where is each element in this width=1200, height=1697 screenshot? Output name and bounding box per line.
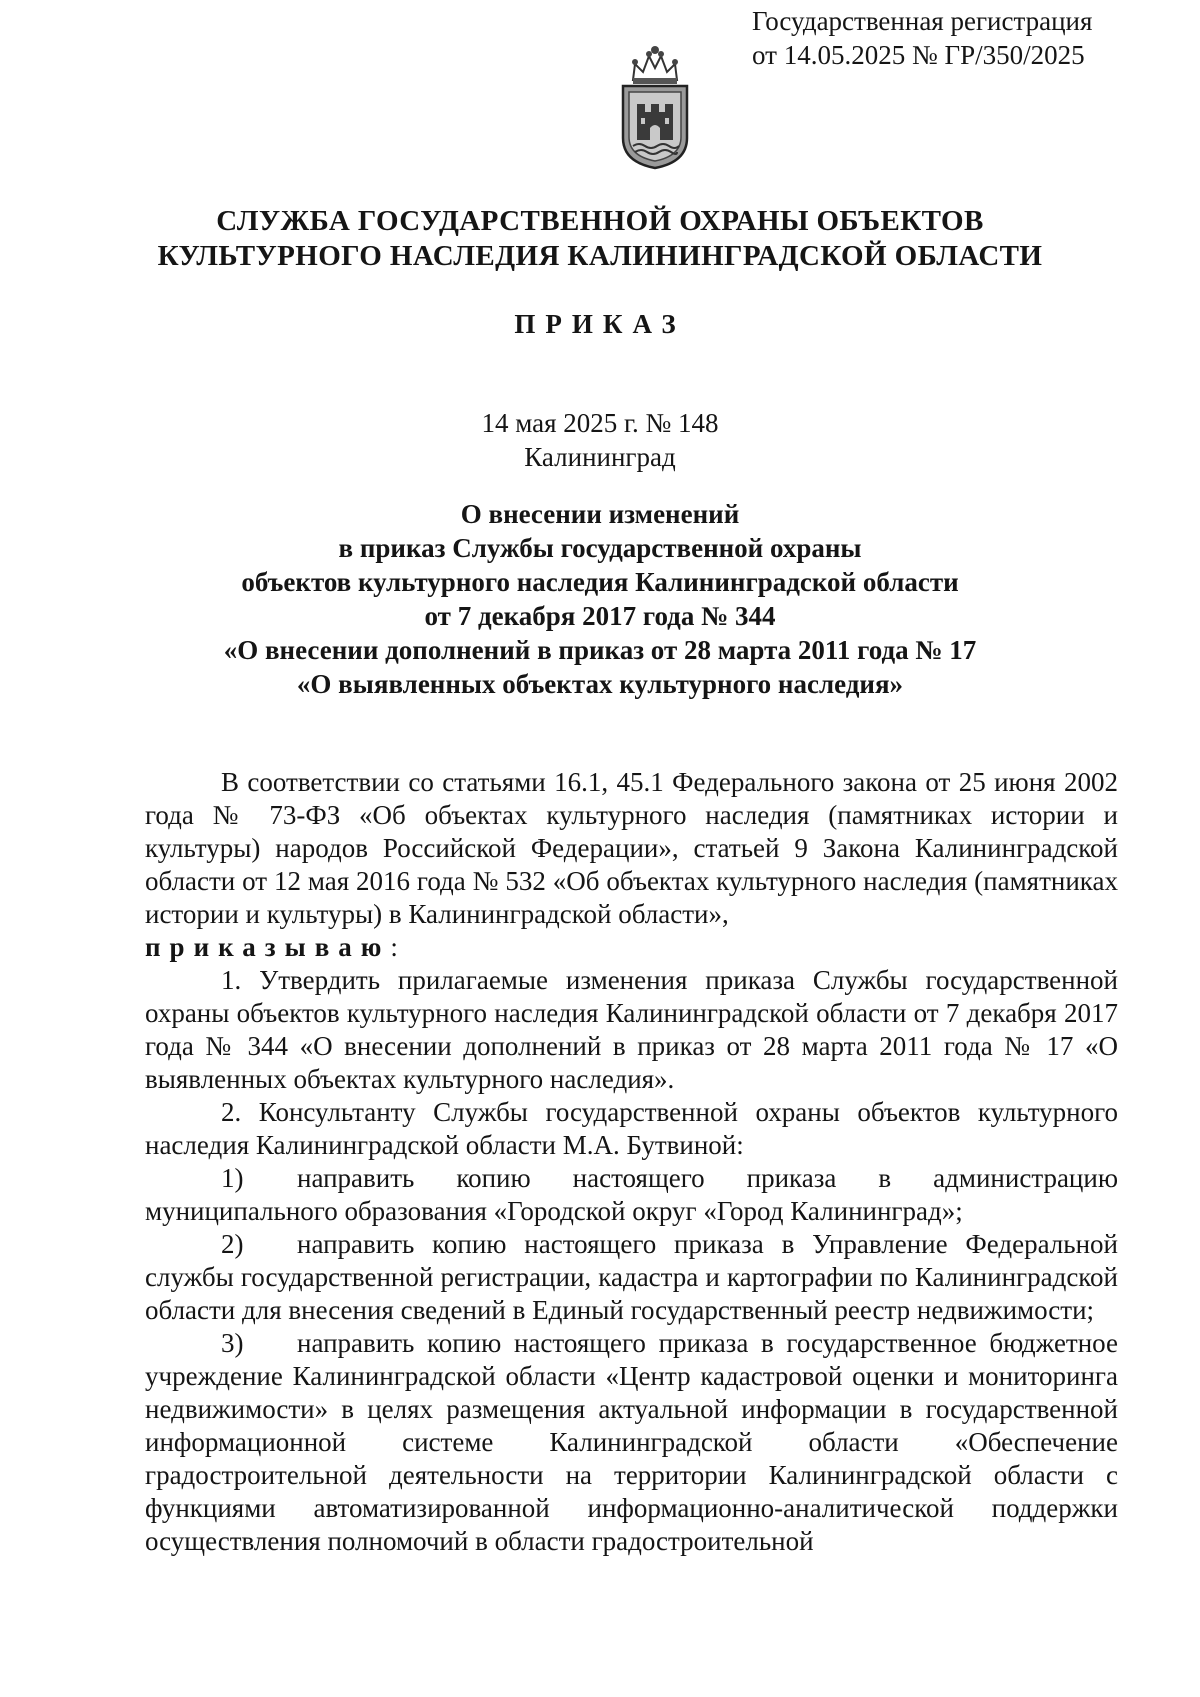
subject-line: О внесении изменений: [460, 499, 740, 529]
order-word: приказываю: [145, 932, 391, 962]
organization-name: [0, 204, 1200, 274]
preamble-paragraph: [145, 766, 1118, 964]
subitem-1: [145, 1162, 1118, 1228]
city: Калининград: [524, 442, 676, 472]
subitem-number: 3): [221, 1328, 244, 1358]
subitem-number: 2): [221, 1229, 244, 1259]
date-number: 14 мая 2025 г. № 148: [481, 408, 719, 438]
subject-line: в приказ Службы государственной охраны: [338, 533, 862, 563]
subject-line: «О внесении дополнений в приказ от 28 марта 2011 года № 17: [223, 635, 977, 665]
item-2: 2. Консультанту Службы государственной охраны объектов культурного наследия Калининградской области М.А. Бутвиной:: [145, 1097, 1118, 1160]
subitem-3: [145, 1327, 1118, 1558]
subject-line: от 7 декабря 2017 года № 344: [424, 601, 776, 631]
subitem-number: 1): [221, 1163, 244, 1193]
subject-line: объектов культурного наследия Калининградской области: [241, 567, 959, 597]
subitem-text: направить копию настоящего приказа в государственное бюджетное учреждение Калининградской области «Центр кадастровой оценки и мониторинга недвижимости» в целях размещения актуальной информации в государственной информационной системе Калининградской области «Обеспечение градостроительной деятельности на территории Калининградской области с функциями автоматизированной информационно-аналитической поддержки осуществления полномочий в области градостроительной: [145, 1328, 1118, 1556]
document-subject: [0, 497, 1200, 701]
coat-of-arms-icon: [613, 42, 697, 172]
registration-stamp: [752, 4, 1192, 72]
order-colon: :: [390, 932, 398, 962]
subject-line: «О выявленных объектах культурного наследия»: [296, 669, 904, 699]
date-block: [0, 406, 1200, 474]
organization-line-2: КУЛЬТУРНОГО НАСЛЕДИЯ КАЛИНИНГРАДСКОЙ ОБЛАСТИ: [157, 240, 1043, 272]
subitem-text: направить копию настоящего приказа в администрацию муниципального образования «Городской округ «Город Калининград»;: [145, 1163, 1118, 1226]
registration-line-2: от 14.05.2025 № ГР/350/2025: [752, 40, 1085, 70]
subitem-2: [145, 1228, 1118, 1327]
organization-line-1: СЛУЖБА ГОСУДАРСТВЕННОЙ ОХРАНЫ ОБЪЕКТОВ: [216, 205, 984, 237]
document-body: [145, 766, 1118, 1558]
subitem-text: направить копию настоящего приказа в Управление Федеральной службы государственной регистрации, кадастра и картографии по Калининградской области для внесения сведений в Единый государственный реестр недвижимости;: [145, 1229, 1118, 1325]
item-1: 1. Утвердить прилагаемые изменения приказа Службы государственной охраны объектов культурного наследия Калининградской области от 7 декабря 2017 года № 344 «О внесении дополнений в приказ от 28 марта 2011 года № 17 «О выявленных объектах культурного наследия».: [145, 965, 1118, 1094]
document-type: ПРИКАЗ: [514, 309, 686, 339]
registration-line-1: Государственная регистрация: [752, 6, 1093, 36]
preamble-text: В соответствии со статьями 16.1, 45.1 Федерального закона от 25 июня 2002 года № 73-ФЗ «Об объектах культурного наследия (памятниках истории и культуры) народов Российской Федерации», статьей 9 Закона Калининградской области от 12 мая 2016 года № 532 «Об объектах культурного наследия (памятниках истории и культуры) в Калининградской области»,: [145, 767, 1118, 929]
